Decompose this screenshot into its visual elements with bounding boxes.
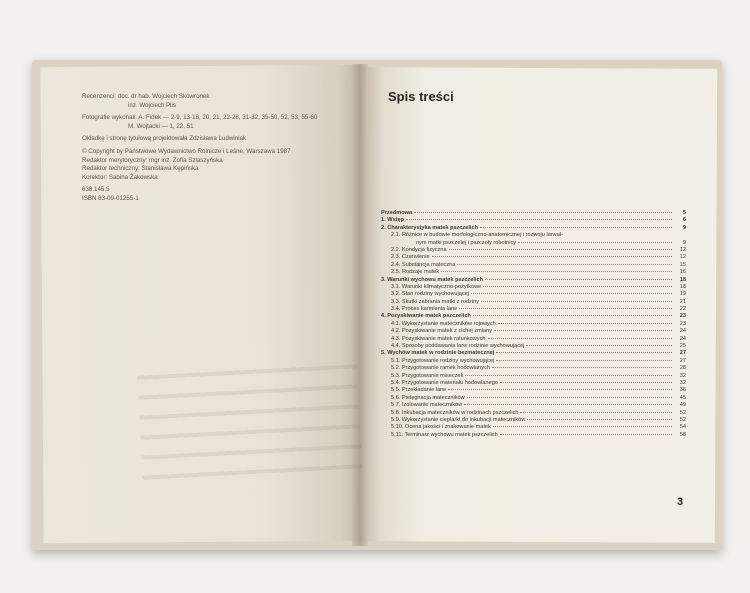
toc-entry xyxy=(381,225,686,232)
imprint-copyright: © Copyright by Państwowe Wydawnictwo Rolnicze i Leśne, Warszawa 1987 xyxy=(82,147,291,155)
toc-entry xyxy=(381,321,686,328)
toc-entry xyxy=(381,380,686,387)
toc-entry-label: 4.2. Pozyskiwanie matek z cichej zmiany xyxy=(391,328,493,335)
toc-entry xyxy=(381,306,686,313)
toc-leader-dots xyxy=(449,249,672,250)
toc-entry-label: 4. Pozyskiwanie matek pszczelich xyxy=(381,313,471,320)
toc-leader-dots xyxy=(406,219,672,220)
toc-entry-page: 27 xyxy=(679,357,686,364)
toc-entry-label: 5.10. Ocena jakości i znakowanie matek xyxy=(391,424,491,431)
toc-entry-page: 21 xyxy=(679,298,686,305)
toc-entry-label: 5.5. Przekładanie larw xyxy=(391,387,447,394)
toc-entry-page: 15 xyxy=(679,261,686,268)
toc-entry-page: 58 xyxy=(679,431,686,438)
imprint-reviewers: Recenzenci: doc. dr hab. Wojciech Skowronek xyxy=(82,93,210,100)
toc-entry xyxy=(381,373,686,380)
toc-leader-dots xyxy=(493,426,672,427)
toc-entry-page: 24 xyxy=(679,328,686,335)
toc-entry-page: 18 xyxy=(679,283,686,290)
toc-entry-label: 2.2. Kondycja fizyczna xyxy=(391,246,447,253)
toc-entry-page: 22 xyxy=(679,306,686,313)
toc-leader-dots xyxy=(483,286,672,287)
toc-entry xyxy=(381,284,686,291)
toc-leader-dots xyxy=(448,389,672,390)
toc-entry-page: 36 xyxy=(679,387,686,394)
toc-entry-label: 3.4. Proces karmienia larw xyxy=(391,306,457,313)
toc-entry-label: 5.11. Terminarz wychowu matek pszczelich xyxy=(391,431,498,438)
toc-leader-dots xyxy=(518,242,672,243)
toc-leader-dots xyxy=(520,412,672,413)
toc-leader-dots xyxy=(459,308,672,309)
toc-entry xyxy=(381,328,686,335)
toc-entry xyxy=(381,395,686,402)
toc-entry-label-continued: nym matki pszczelej i pszczoły robotnicy xyxy=(416,239,517,246)
toc-entry xyxy=(381,350,686,357)
toc-entry xyxy=(381,232,686,239)
toc-entry-label: 5.2. Przygotowanie ramek hodowlanych xyxy=(391,365,490,372)
toc-entry-label: 5.6. Pielęgnacja mateczników xyxy=(391,394,465,401)
imprint-photos: Fotografie wykonali: A. Fidek — 2-9, 13-18, 20, 21, 22-28, 31-32, 35-50, 52, 53, 55-60 xyxy=(82,114,318,122)
imprint-proofreader: Korektor: Sabina Żakowska xyxy=(82,173,158,181)
toc-entry xyxy=(381,402,686,409)
toc-entry-label: 5.4. Przygotowanie materiału hodowlanego xyxy=(391,379,498,386)
imprint-cover: Okładkę i stronę tytułową projektowała Zdzisława Ludwiniak xyxy=(82,135,247,143)
toc-entry-page: 32 xyxy=(679,379,686,386)
toc-entry-continued xyxy=(381,240,686,247)
toc-leader-dots xyxy=(464,404,672,405)
toc-entry xyxy=(381,343,686,350)
toc-entry-page: 9 xyxy=(682,224,686,231)
toc-entry-label: 5.7. Izolowanie mateczników xyxy=(391,402,463,409)
toc-entry-page: 23 xyxy=(679,320,686,327)
toc-entry-page: 25 xyxy=(679,343,686,350)
toc-entry xyxy=(381,410,686,417)
toc-entry-label: 3.1. Warunki klimatyczno-pożytkowe xyxy=(391,283,482,290)
table-of-contents xyxy=(381,210,686,439)
toc-entry xyxy=(381,313,686,320)
toc-leader-dots xyxy=(494,330,672,331)
toc-leader-dots xyxy=(481,301,672,302)
toc-entry-page: 19 xyxy=(679,291,686,298)
toc-entry-page: 52 xyxy=(679,409,686,416)
toc-entry xyxy=(381,247,686,254)
imprint-isbn: ISBN 83-09-01255-1 xyxy=(82,194,139,202)
toc-entry-label: 4.3. Pozyskiwanie matek ratunkowych xyxy=(391,335,486,342)
toc-entry xyxy=(381,365,686,372)
toc-leader-dots xyxy=(526,345,672,346)
imprint-tech-editor: Redaktor techniczny: Stanisława Kępińska xyxy=(82,165,199,173)
toc-leader-dots xyxy=(480,227,672,228)
show-through-text xyxy=(137,354,364,495)
toc-entry-label: 3.3. Skutki zabrania matki z rodziny xyxy=(391,298,479,305)
toc-entry-label: 2.3. Czerwienie xyxy=(391,254,430,261)
toc-entry xyxy=(381,291,686,298)
toc-entry xyxy=(381,277,686,284)
toc-entry-page: 32 xyxy=(679,372,686,379)
toc-entry-page: 5 xyxy=(682,210,686,216)
toc-leader-dots xyxy=(471,293,672,294)
imprint-block xyxy=(82,93,352,204)
toc-entry-page: 54 xyxy=(679,424,686,431)
toc-entry-label: 5. Wychów matek w rodzinie bezmatecznej xyxy=(381,350,495,357)
toc-entry-page: 18 xyxy=(679,276,686,283)
toc-entry-label: 5.3. Przygotowanie miseczek xyxy=(391,372,464,379)
toc-leader-dots xyxy=(414,212,672,213)
toc-leader-dots xyxy=(488,338,672,339)
toc-entry-label: 5.8. Inkubacja mateczników w rodzinach pszczelich xyxy=(391,409,519,416)
toc-entry xyxy=(381,299,686,306)
toc-entry-label: Przedmowa xyxy=(381,210,413,216)
toc-leader-dots xyxy=(457,264,672,265)
toc-leader-dots xyxy=(432,256,672,257)
toc-title: Spis treści xyxy=(388,89,454,104)
toc-entry-page: 9 xyxy=(682,239,686,246)
toc-leader-dots xyxy=(485,279,672,280)
toc-entry xyxy=(381,210,686,217)
toc-leader-dots xyxy=(465,375,672,376)
toc-entry-page: 6 xyxy=(682,217,686,224)
toc-leader-dots xyxy=(441,271,672,272)
toc-entry xyxy=(381,432,686,439)
toc-leader-dots xyxy=(473,315,672,316)
toc-entry-page: 12 xyxy=(679,254,686,261)
page-number: 3 xyxy=(677,496,684,508)
toc-entry-label: 2.4. Substancja mateczna xyxy=(391,261,456,268)
toc-entry-label: 1. Wstęp xyxy=(381,217,405,224)
imprint-photos-2: M. Wojtacki — 1, 22, 51 xyxy=(128,122,194,130)
toc-entry-label: 4.4. Sposoby poddawania larw rodzinie wychowującej xyxy=(391,343,525,350)
toc-entry xyxy=(381,269,686,276)
toc-entry-page: 27 xyxy=(679,350,686,357)
toc-entry xyxy=(381,387,686,394)
toc-entry-label: 2. Charakterystyka matek pszczelich xyxy=(381,224,479,231)
imprint-editor: Redaktor merytoryczny: mgr inż. Zofia Szlaszyńska xyxy=(82,156,223,164)
toc-leader-dots xyxy=(492,367,672,368)
toc-entry xyxy=(381,336,686,343)
imprint-udc: 638.145.5 xyxy=(82,186,110,194)
toc-entry-page: 28 xyxy=(679,365,686,372)
toc-entry xyxy=(381,417,686,424)
toc-entry xyxy=(381,424,686,431)
toc-entry-page: 12 xyxy=(679,246,686,253)
toc-entry xyxy=(381,217,686,224)
toc-entry-page: 49 xyxy=(679,402,686,409)
toc-entry-label: 5.1. Przygotowanie rodziny wychowującej xyxy=(391,357,495,364)
toc-entry-label: 2.1. Różnice w budowie morfologiczno-anatomicznej i rozwoju larwal- xyxy=(391,232,563,239)
toc-leader-dots xyxy=(467,397,672,398)
toc-leader-dots xyxy=(500,434,672,435)
toc-entry-label: 2.5. Rodzaje matek xyxy=(391,269,440,276)
toc-entry-page: 16 xyxy=(679,269,686,276)
toc-leader-dots xyxy=(500,382,672,383)
toc-entry-page: 52 xyxy=(679,416,686,423)
toc-entry-label: 3. Warunki wychowu matek pszczelich xyxy=(381,276,484,283)
toc-entry-page: 23 xyxy=(679,313,686,320)
toc-entry-page: 45 xyxy=(679,394,686,401)
toc-leader-dots xyxy=(496,360,672,361)
toc-leader-dots xyxy=(527,419,672,420)
toc-entry-label: 3.2. Stan rodziny wychowującej xyxy=(391,291,470,298)
toc-entry-label: 5.9. Wykorzystanie cieplarki do inkubacji mateczników xyxy=(391,416,526,423)
toc-entry xyxy=(381,262,686,269)
toc-entry-label: 4.1. Wykorzystanie mateczników rojowych xyxy=(391,320,496,327)
toc-entry-page: 24 xyxy=(679,335,686,342)
imprint-reviewers-2: inż. Wojciech Plis xyxy=(128,101,177,109)
toc-leader-dots xyxy=(496,352,672,353)
toc-leader-dots xyxy=(498,323,672,324)
toc-entry xyxy=(381,358,686,365)
toc-entry xyxy=(381,254,686,261)
